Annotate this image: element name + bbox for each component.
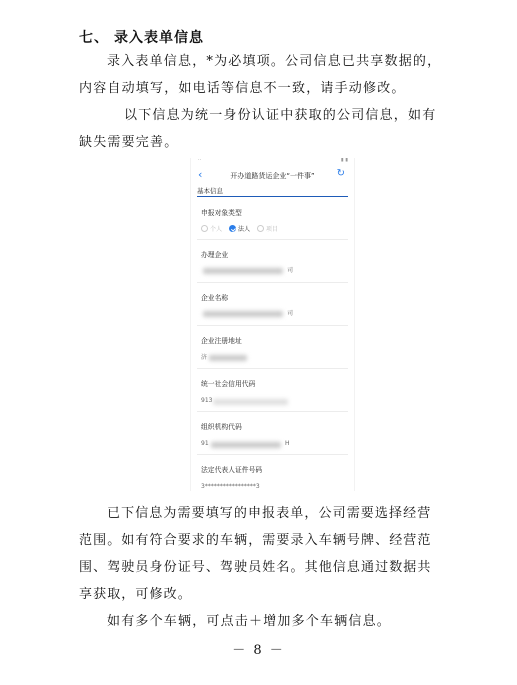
divider	[197, 368, 348, 369]
applicant-type-radio-group	[201, 224, 283, 234]
field-value-org-code-tail: H	[285, 440, 290, 447]
nav-title: 开办道路货运企业“一件事”	[230, 172, 315, 180]
phone-screenshot	[190, 158, 355, 491]
paragraph-intro: 录入表单信息，*为必填项。公司信息已共享数据的，内容自动填写，如电话等信息不一致，请手动修改。	[79, 54, 442, 96]
redacted-value	[203, 268, 283, 274]
redacted-value	[209, 355, 247, 361]
radio-checked-icon	[229, 225, 236, 232]
section-heading	[79, 27, 204, 47]
field-value-credit-code[interactable]: 913	[201, 397, 213, 404]
field-value-org-code[interactable]: 91	[201, 440, 209, 447]
field-value-registered-address[interactable]: 济	[201, 354, 208, 361]
field-label-handling-company: 办理企业	[201, 251, 229, 259]
divider	[197, 325, 348, 326]
section-divider	[197, 196, 348, 197]
redacted-value	[203, 311, 283, 317]
redacted-value	[211, 442, 281, 448]
radio-legal-person[interactable]: 法人	[229, 224, 250, 233]
field-label-applicant-type: 申报对象类型	[201, 209, 242, 217]
divider	[197, 411, 348, 412]
divider	[197, 454, 348, 455]
heading-number: 七、	[79, 30, 109, 46]
page-number: － 8 －	[232, 643, 285, 658]
divider	[197, 239, 348, 240]
field-label-company-name: 企业名称	[201, 294, 229, 302]
nav-bar	[191, 166, 354, 184]
paragraph-add-vehicle: 如有多个车辆，可点击＋增加多个车辆信息。	[107, 614, 392, 629]
chevron-left-icon[interactable]: ‹	[198, 168, 203, 181]
paragraph-company-info: 以下信息为统一身份认证中获取的公司信息，如有缺失需要完善。	[79, 108, 437, 150]
field-label-registered-address: 企业注册地址	[201, 337, 242, 345]
field-value-legal-rep-id[interactable]: 3*****************3	[201, 483, 260, 490]
radio-circle-icon	[201, 225, 208, 232]
divider	[197, 282, 348, 283]
radio-project[interactable]: 项目	[257, 224, 278, 233]
section-title: 基本信息	[197, 187, 223, 195]
redacted-value	[213, 399, 288, 405]
field-label-org-code: 组织机构代码	[201, 423, 242, 431]
radio-circle-icon	[257, 225, 264, 232]
field-label-credit-code: 统一社会信用代码	[201, 380, 256, 388]
refresh-icon[interactable]: ↻	[336, 168, 345, 179]
field-value-company-name[interactable]: 司	[287, 310, 294, 317]
heading-title: 录入表单信息	[114, 30, 204, 46]
field-label-legal-rep-id: 法定代表人证件号码	[201, 466, 263, 474]
radio-individual[interactable]: 个人	[201, 224, 222, 233]
status-bar: ·· ▮ ▮	[198, 158, 348, 163]
field-value-handling-company[interactable]: 司	[287, 267, 294, 274]
paragraph-application-form: 已下信息为需要填写的申报表单，公司需要选择经营范围。如有符合要求的车辆，需要录入车辆号牌、经营范围、驾驶员身份证号、驾驶员姓名。其他信息通过数据共享获取，可修改。	[79, 506, 432, 602]
